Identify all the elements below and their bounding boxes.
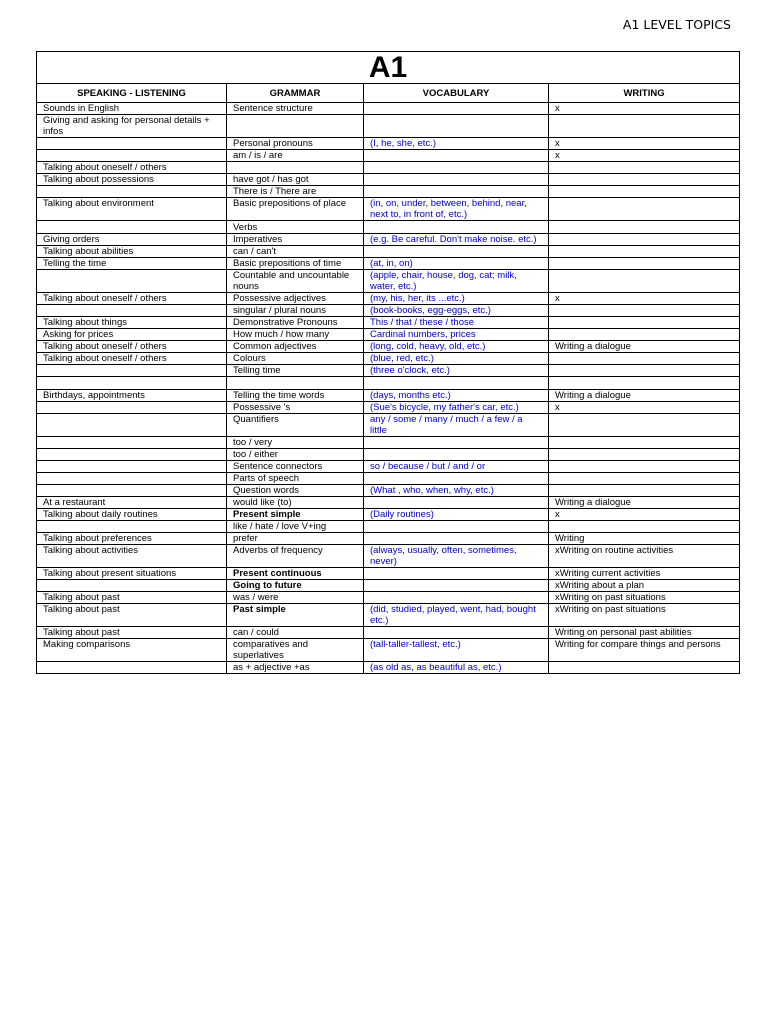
vocabulary-cell (364, 221, 549, 234)
table-row (37, 198, 740, 221)
speaking-cell: Birthdays, appointments (37, 390, 227, 402)
table-row (37, 461, 740, 473)
speaking-cell: Giving and asking for personal details + infos (37, 115, 227, 138)
grammar-cell: have got / has got (227, 174, 364, 186)
table-row (37, 414, 740, 437)
vocabulary-cell (364, 580, 549, 592)
speaking-cell: Talking about abilities (37, 246, 227, 258)
vocabulary-cell (364, 533, 549, 545)
grammar-cell: Sentence structure (227, 103, 364, 115)
vocabulary-cell: (apple, chair, house, dog, cat; milk, water, etc.) (364, 270, 549, 293)
speaking-cell: Talking about oneself / others (37, 353, 227, 365)
grammar-cell: There is / There are (227, 186, 364, 198)
writing-cell: Writing on personal past abilities (549, 627, 740, 639)
writing-cell (549, 521, 740, 533)
grammar-cell: prefer (227, 533, 364, 545)
grammar-cell: too / very (227, 437, 364, 449)
table-row (37, 234, 740, 246)
writing-cell (549, 198, 740, 221)
speaking-cell: Talking about daily routines (37, 509, 227, 521)
writing-cell (549, 305, 740, 317)
vocabulary-cell: (Sue's bicycle, my father's car, etc.) (364, 402, 549, 414)
table-row (37, 627, 740, 639)
grammar-cell: am / is / are (227, 150, 364, 162)
writing-cell (549, 246, 740, 258)
speaking-cell: Talking about preferences (37, 533, 227, 545)
table-row (37, 402, 740, 414)
grammar-cell (227, 115, 364, 138)
table-row (37, 639, 740, 662)
speaking-cell (37, 580, 227, 592)
speaking-cell: Sounds in English (37, 103, 227, 115)
vocabulary-cell (364, 592, 549, 604)
table-row (37, 329, 740, 341)
grammar-cell: Imperatives (227, 234, 364, 246)
vocabulary-cell: (my, his, her, its ...etc.) (364, 293, 549, 305)
vocabulary-cell: (three o'clock, etc.) (364, 365, 549, 377)
writing-cell: Writing for compare things and persons (549, 639, 740, 662)
speaking-cell: Talking about oneself / others (37, 293, 227, 305)
table-row (37, 221, 740, 234)
writing-cell: x (549, 509, 740, 521)
writing-cell: xWriting current activities (549, 568, 740, 580)
writing-cell (549, 186, 740, 198)
grammar-cell: Possessive adjectives (227, 293, 364, 305)
vocabulary-cell (364, 568, 549, 580)
vocabulary-cell: This / that / these / those (364, 317, 549, 329)
writing-cell: x (549, 103, 740, 115)
speaking-cell (37, 150, 227, 162)
grammar-cell: Question words (227, 485, 364, 497)
vocabulary-cell: (long, cold, heavy, old, etc.) (364, 341, 549, 353)
grammar-cell: Colours (227, 353, 364, 365)
writing-cell: xWriting on past situations (549, 592, 740, 604)
vocabulary-cell: (days, months etc.) (364, 390, 549, 402)
writing-cell (549, 485, 740, 497)
table-row (37, 115, 740, 138)
grammar-cell: Past simple (227, 604, 364, 627)
speaking-cell (37, 461, 227, 473)
speaking-cell (37, 485, 227, 497)
table-row (37, 662, 740, 674)
table-row (37, 186, 740, 198)
speaking-cell (37, 270, 227, 293)
vocabulary-cell (364, 473, 549, 485)
grammar-cell: as + adjective +as (227, 662, 364, 674)
speaking-cell: Talking about oneself / others (37, 162, 227, 174)
table-row (37, 317, 740, 329)
writing-cell: xWriting on past situations (549, 604, 740, 627)
speaking-cell: Talking about past (37, 604, 227, 627)
vocabulary-cell (364, 449, 549, 461)
table-row (37, 150, 740, 162)
grammar-cell: Parts of speech (227, 473, 364, 485)
vocabulary-cell: (always, usually, often, sometimes, never) (364, 545, 549, 568)
vocabulary-cell: (blue, red, etc.) (364, 353, 549, 365)
table-row (37, 174, 740, 186)
writing-cell (549, 365, 740, 377)
vocabulary-cell: (as old as, as beautiful as, etc.) (364, 662, 549, 674)
writing-cell: xWriting on routine activities (549, 545, 740, 568)
vocabulary-cell: Cardinal numbers, prices (364, 329, 549, 341)
speaking-cell (37, 377, 227, 390)
table-row (37, 604, 740, 627)
table-row (37, 377, 740, 390)
table-row (37, 162, 740, 174)
table-row (37, 365, 740, 377)
table-row (37, 592, 740, 604)
speaking-cell (37, 305, 227, 317)
speaking-cell: Giving orders (37, 234, 227, 246)
writing-cell: Writing (549, 533, 740, 545)
speaking-cell (37, 521, 227, 533)
table-row (37, 437, 740, 449)
table-body (37, 103, 740, 674)
table-row (37, 353, 740, 365)
writing-cell (549, 174, 740, 186)
vocabulary-cell: (e.g. Be careful. Don't make noise. etc.) (364, 234, 549, 246)
grammar-cell (227, 162, 364, 174)
grammar-cell: comparatives and superlatives (227, 639, 364, 662)
speaking-cell: Talking about past (37, 627, 227, 639)
vocabulary-cell (364, 627, 549, 639)
grammar-cell: like / hate / love V+ing (227, 521, 364, 533)
grammar-cell: Sentence connectors (227, 461, 364, 473)
vocabulary-cell (364, 103, 549, 115)
grammar-cell: Quantifiers (227, 414, 364, 437)
column-header-vocabulary: VOCABULARY (364, 84, 549, 103)
writing-cell (549, 258, 740, 270)
grammar-cell: too / either (227, 449, 364, 461)
speaking-cell: Talking about present situations (37, 568, 227, 580)
table-row (37, 258, 740, 270)
speaking-cell (37, 402, 227, 414)
speaking-cell (37, 365, 227, 377)
grammar-cell: Basic prepositions of place (227, 198, 364, 221)
vocabulary-cell: so / because / but / and / or (364, 461, 549, 473)
grammar-cell: Demonstrative Pronouns (227, 317, 364, 329)
writing-cell: x (549, 402, 740, 414)
table-row (37, 473, 740, 485)
writing-cell: x (549, 150, 740, 162)
speaking-cell: Asking for prices (37, 329, 227, 341)
grammar-cell: can / can't (227, 246, 364, 258)
grammar-cell: Present continuous (227, 568, 364, 580)
vocabulary-cell: (at, in, on) (364, 258, 549, 270)
writing-cell (549, 234, 740, 246)
grammar-cell: How much / how many (227, 329, 364, 341)
vocabulary-cell (364, 162, 549, 174)
vocabulary-cell: (Daily routines) (364, 509, 549, 521)
grammar-cell: Telling the time words (227, 390, 364, 402)
column-header-writing: WRITING (549, 84, 740, 103)
writing-cell (549, 353, 740, 365)
grammar-cell: singular / plural nouns (227, 305, 364, 317)
writing-cell: xWriting about a plan (549, 580, 740, 592)
speaking-cell (37, 186, 227, 198)
vocabulary-cell (364, 377, 549, 390)
writing-cell (549, 414, 740, 437)
column-header-grammar: GRAMMAR (227, 84, 364, 103)
table-row (37, 390, 740, 402)
table-row (37, 246, 740, 258)
vocabulary-cell: (tall-taller-tallest, etc.) (364, 639, 549, 662)
table-row (37, 270, 740, 293)
table-row (37, 449, 740, 461)
table-title: A1 (37, 52, 740, 84)
vocabulary-cell (364, 115, 549, 138)
grammar-cell: can / could (227, 627, 364, 639)
vocabulary-cell: (did, studied, played, went, had, bought etc.) (364, 604, 549, 627)
writing-cell: x (549, 293, 740, 305)
vocabulary-cell: (What , who, when, why, etc.) (364, 485, 549, 497)
writing-cell (549, 270, 740, 293)
writing-cell (549, 115, 740, 138)
grammar-cell: Telling time (227, 365, 364, 377)
writing-cell (549, 473, 740, 485)
writing-cell (549, 449, 740, 461)
table-row (37, 533, 740, 545)
speaking-cell: Talking about activities (37, 545, 227, 568)
grammar-cell: Present simple (227, 509, 364, 521)
speaking-cell (37, 437, 227, 449)
vocabulary-cell (364, 437, 549, 449)
vocabulary-cell (364, 521, 549, 533)
vocabulary-cell (364, 150, 549, 162)
table-row (37, 293, 740, 305)
writing-cell: Writing a dialogue (549, 497, 740, 509)
writing-cell (549, 461, 740, 473)
table-row (37, 341, 740, 353)
vocabulary-cell (364, 174, 549, 186)
grammar-cell (227, 377, 364, 390)
speaking-cell: Talking about oneself / others (37, 341, 227, 353)
grammar-cell: Adverbs of frequency (227, 545, 364, 568)
grammar-cell: Personal pronouns (227, 138, 364, 150)
grammar-cell: Basic prepositions of time (227, 258, 364, 270)
table-row (37, 138, 740, 150)
writing-cell (549, 377, 740, 390)
table-row (37, 509, 740, 521)
table-row (37, 485, 740, 497)
writing-cell (549, 221, 740, 234)
vocabulary-cell (364, 497, 549, 509)
speaking-cell (37, 414, 227, 437)
speaking-cell (37, 221, 227, 234)
column-header-speaking: SPEAKING - LISTENING (37, 84, 227, 103)
table-row (37, 580, 740, 592)
table-row (37, 545, 740, 568)
writing-cell (549, 162, 740, 174)
vocabulary-cell (364, 186, 549, 198)
vocabulary-cell: (book-books, egg-eggs, etc.) (364, 305, 549, 317)
speaking-cell (37, 662, 227, 674)
topics-table (36, 51, 740, 674)
table-row (37, 103, 740, 115)
vocabulary-cell: any / some / many / much / a few / a little (364, 414, 549, 437)
speaking-cell: Making comparisons (37, 639, 227, 662)
speaking-cell: Talking about past (37, 592, 227, 604)
speaking-cell: Talking about environment (37, 198, 227, 221)
grammar-cell: would like (to) (227, 497, 364, 509)
writing-cell (549, 662, 740, 674)
table-row (37, 521, 740, 533)
writing-cell: Writing a dialogue (549, 341, 740, 353)
speaking-cell (37, 473, 227, 485)
grammar-cell: Going to future (227, 580, 364, 592)
page-header: A1 LEVEL TOPICS (622, 17, 731, 32)
writing-cell (549, 317, 740, 329)
speaking-cell: Talking about possessions (37, 174, 227, 186)
vocabulary-cell: (I, he, she, etc.) (364, 138, 549, 150)
speaking-cell: At a restaurant (37, 497, 227, 509)
writing-cell: Writing a dialogue (549, 390, 740, 402)
table-row (37, 497, 740, 509)
table-row (37, 305, 740, 317)
vocabulary-cell: (in, on, under, between, behind, near, next to, in front of, etc.) (364, 198, 549, 221)
grammar-cell: Possessive 's (227, 402, 364, 414)
table-row (37, 568, 740, 580)
grammar-cell: Countable and uncountable nouns (227, 270, 364, 293)
grammar-cell: Verbs (227, 221, 364, 234)
speaking-cell (37, 138, 227, 150)
writing-cell (549, 437, 740, 449)
speaking-cell (37, 449, 227, 461)
speaking-cell: Talking about things (37, 317, 227, 329)
vocabulary-cell (364, 246, 549, 258)
writing-cell (549, 329, 740, 341)
speaking-cell: Telling the time (37, 258, 227, 270)
grammar-cell: was / were (227, 592, 364, 604)
grammar-cell: Common adjectives (227, 341, 364, 353)
writing-cell: x (549, 138, 740, 150)
